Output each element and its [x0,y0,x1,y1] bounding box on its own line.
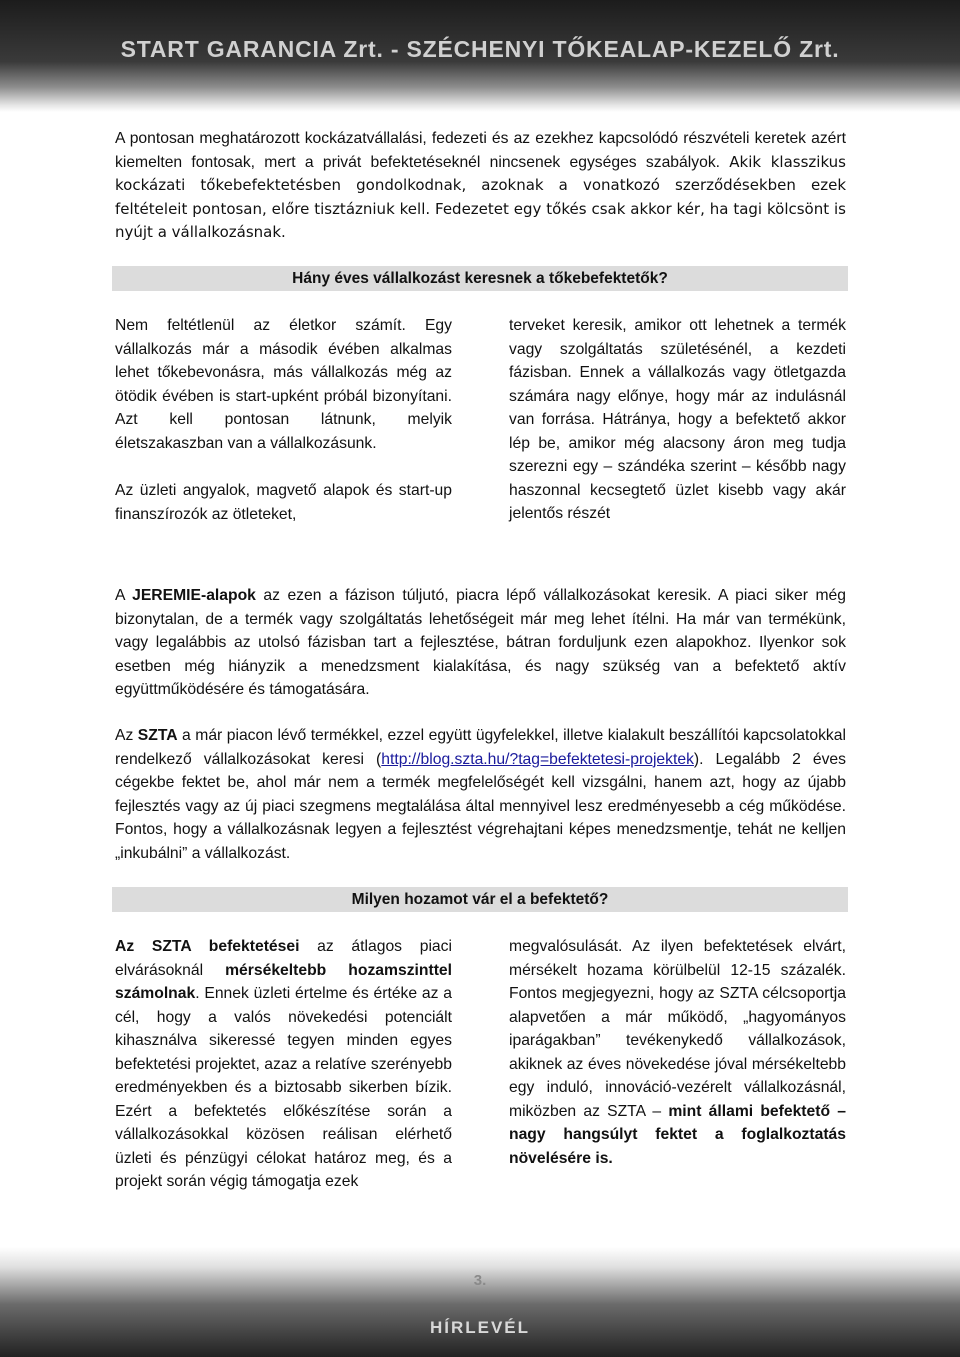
section2-left-bold-2: mérsékeltebb hozamszinttel számolnak [115,961,453,1002]
intro-paragraph [115,127,846,245]
section2-left-paragraph [115,935,452,1194]
szta-paragraph [115,724,846,865]
intro-text-part1: A pontosan meghatározott kockázatvállalási, fedezeti és az ezekhez kapcsolódó részvételi keretek azért kiemelten fontosak, mert a privát befektetéseknél nincsenek egységes szabályok. [115,130,846,171]
section1-left-paragraph-2: Az üzleti angyalok, magvető alapok és start-up finanszírozók az ötleteket, [115,482,452,523]
page-number: 3. [473,1272,487,1289]
section1-left-paragraph-1: Nem feltétlenül az életkor számít. Egy vállalkozás már a második évében alkalmas lehet tőkebevonásra, más vállalkozás még az ötödik évében is start-upként próbál bizonyítani. Azt kell pontosan látnunk, melyik életszakaszban van a vállalkozásunk. [115,317,452,452]
header-banner [0,0,960,112]
jeremie-paragraph [115,584,846,702]
szta-text-pre: Az [115,727,138,744]
section2-left-text-1: az átlagos piaci elvárásoknál [115,938,452,979]
section2-left-column [115,935,452,1194]
section2-right-column [509,935,846,1170]
section-heading-expected-return: Milyen hozamot vár el a befektető? [112,887,848,912]
section2-right-text: megvalósulását. Az ilyen befektetések elvárt, mérsékelt hozama körülbelül 12-15 százalék. Fontos megjegyezni, hogy az SZTA célcsoportja alapvetően a már működő, „hagyományos iparágakban” tevékenykedő vállalkozások, akiknek az éves növekedése jóval mérsékeltebb egy induló, innováció-vezérelt vállalkozásnál, miközben az SZTA – [509,938,846,1120]
section2-right-bold: mint állami befektető – nagy hangsúlyt fektet a foglalkoztatás növelésére is. [509,1102,846,1167]
section1-left-column [115,314,452,526]
header-title: START GARANCIA Zrt. - SZÉCHENYI TŐKEALAP-KEZELŐ Zrt. [120,36,840,62]
jeremie-text-rest: az ezen a fázison túljutó, piacra lépő vállalkozásokat keresik. A piaci siker még bizonytalan, de a termék vagy szolgáltatás lehetőségeit már meg lehet ítélni. Ha már van termékünk, vagy legalábbis az utolsó fázisban tart a fejlesztése, bátran forduljunk ezen alapokhoz. Ilyenkor sok esetben még hiányzik a menedzsment kialakítása, és nagy szükség van a befektető aktív együttműködésére és támogatására. [115,587,846,698]
szta-text-rest: ). Legalább 2 éves cégekbe fektet be, ahol már nem a termék megfelelőségét kell vizsgálni, hanem azt, hogy az újabb fejlesztés vagy az új piaci szegmens megtalálása által mennyivel lesz eredményesebb a cég működése. Fontos, hogy a vállalkozásnak legyen a fejlesztést végrehajtani képes menedzsmentje, tehát ne kelljen „inkubálni” a vállalkozást. [115,750,846,862]
newsletter-label: HÍRLEVÉL [429,1318,531,1337]
intro-text-part2: Akik klasszikus kockázati tőkebefektetésben gondolkodnak, azoknak a vonatkozó szerződésekben ezek feltételeit pontosan, előre tisztázniuk kell. Fedezetet egy tőkés csak akkor kér, ha tagi kölcsönt is nyújt a vállalkozásnak. [115,152,846,241]
section2-left-text-2: . Ennek üzleti értelme és értéke az a cél, hogy a valós növekedési potenciált kihasználva sikeressé tegyen minden egyes befektetési projektet, azaz a relatíve szerényebb eredményekben és a biztosabb sikerben bízik. Ezért a befektetés előkészítése során a vállalkozásokkal közösen reálisan elérhető üzleti és pénzügyi célokat határoz meg, és a projekt során végig támogatja ezek [115,985,452,1190]
section-heading-company-age: Hány éves vállalkozást keresnek a tőkebefektetők? [112,266,848,291]
szta-text-mid: a már piacon lévő termékkel, ezzel együtt ügyfelekkel, illetve kialakult beszállítói kapcsolatokkal rendelkező vállalkozásokat keresi ( [115,727,846,768]
section1-right-column [509,314,846,526]
footer-banner [0,1247,960,1357]
jeremie-text-pre: A [115,587,133,604]
section2-left-bold-1: Az SZTA befektetései [115,938,300,955]
section2-right-paragraph [509,935,846,1170]
szta-bold: SZTA [137,727,178,744]
szta-blog-link[interactable]: http://blog.szta.hu/?tag=befektetesi-projektek [381,750,694,768]
section1-right-paragraph: terveket keresik, amikor ott lehetnek a termék vagy szolgáltatás születésénél, a kezdeti fázisban. Ennek a vállalkozás vagy ötletgazda számára nagy előnye, hogy már az indulásnál van forrása. Hátránya, hogy a befektető akkor lép be, amikor még alacsony áron meg tudja szerezni egy – szándéka szerint – később nagy haszonnal kecsegtető üzlet kisebb vagy akár jelentős részét [509,317,846,522]
jeremie-bold: JEREMIE-alapok [132,587,256,604]
